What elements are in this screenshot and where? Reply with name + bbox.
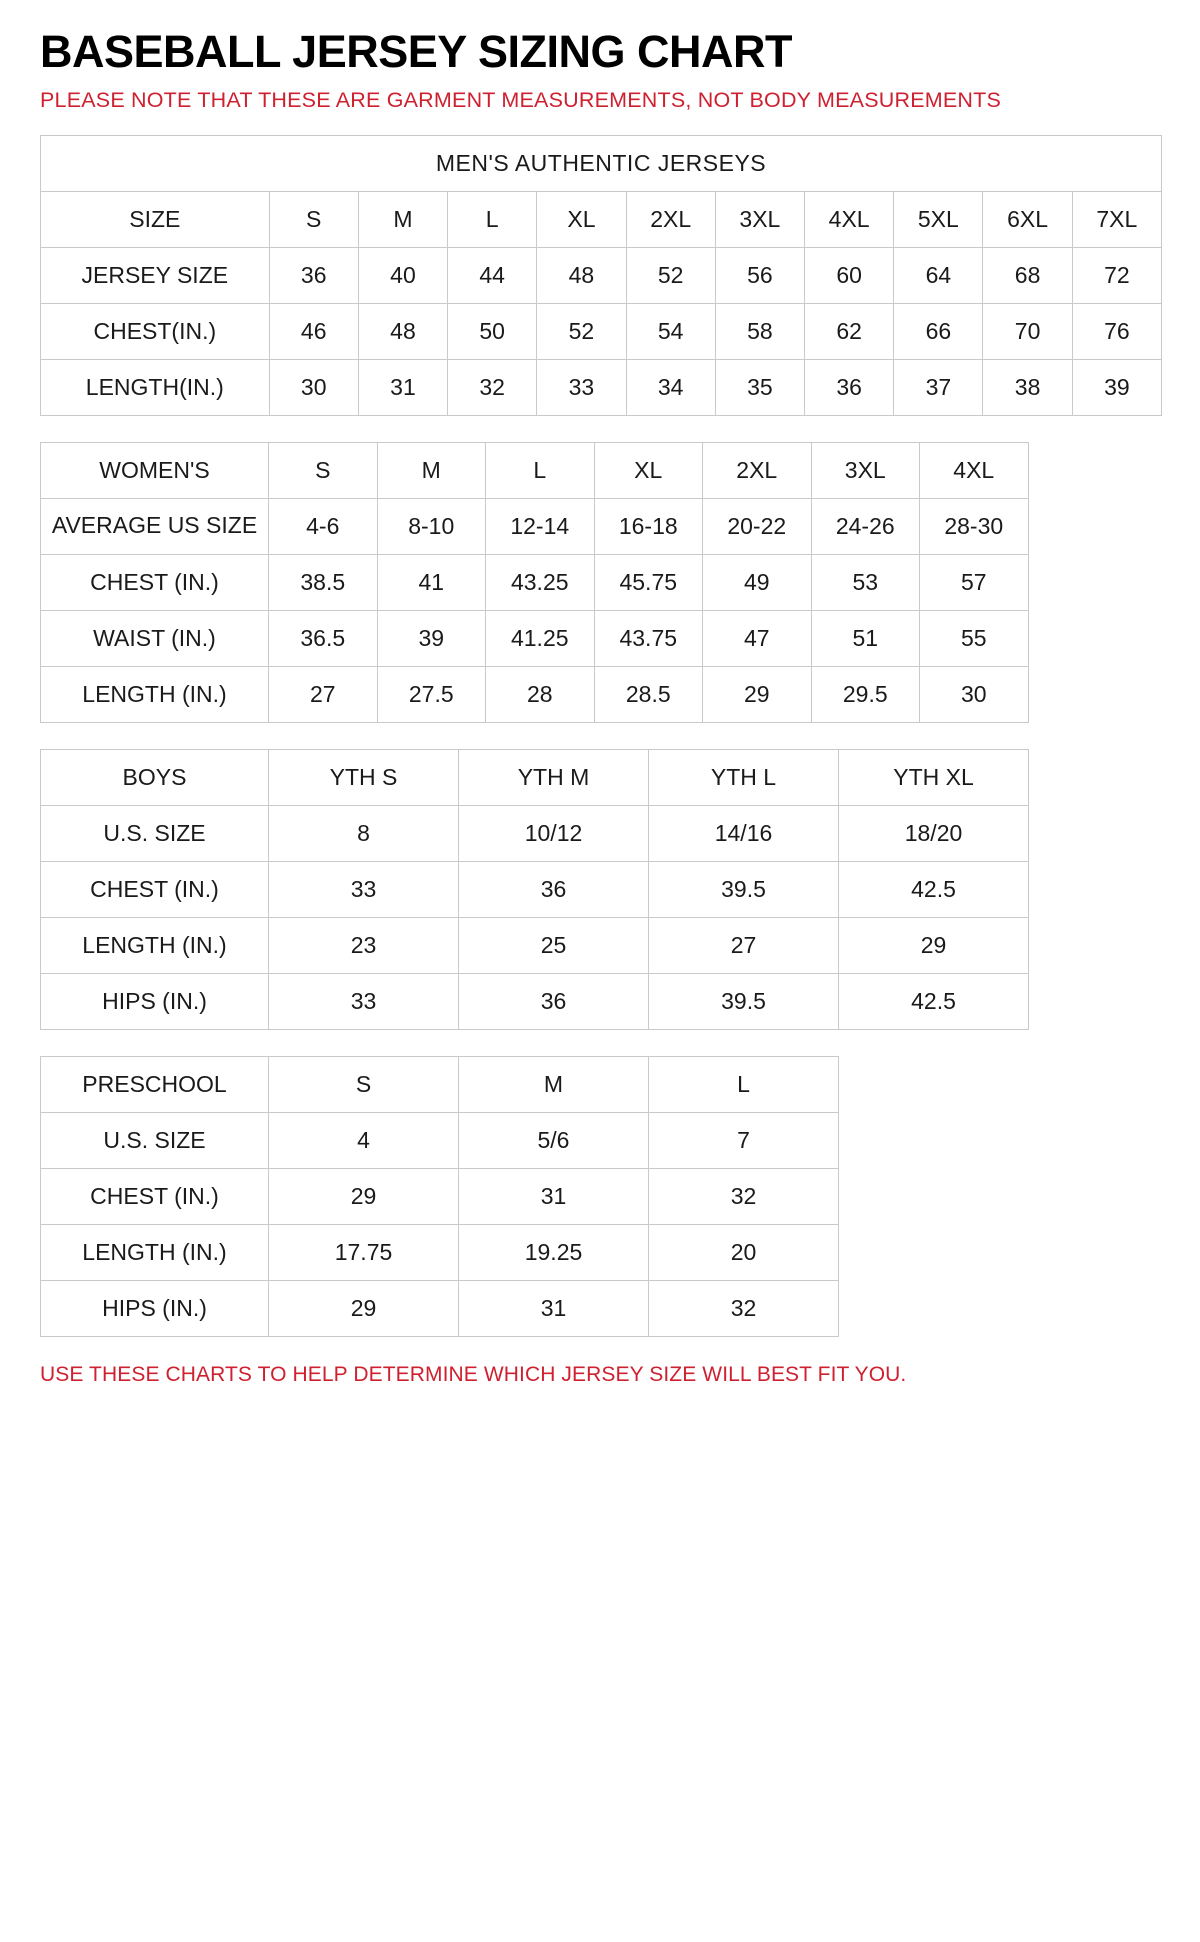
cell: 4 <box>269 1112 459 1168</box>
womens-size-l: L <box>486 442 595 498</box>
row-label: CHEST (IN.) <box>41 1168 269 1224</box>
cell: 44 <box>448 247 537 303</box>
table-row <box>41 610 1029 666</box>
row-label: LENGTH(IN.) <box>41 359 270 415</box>
cell: 29 <box>269 1280 459 1336</box>
preschool-table-label: PRESCHOOL <box>41 1056 269 1112</box>
womens-header-row <box>41 442 1029 498</box>
cell: 27 <box>269 666 378 722</box>
cell: 20 <box>649 1224 839 1280</box>
table-row <box>41 917 1029 973</box>
boys-size-yth-m: YTH M <box>459 749 649 805</box>
mens-size-s: S <box>269 191 358 247</box>
cell: 38.5 <box>269 554 378 610</box>
mens-size-2xl: 2XL <box>626 191 715 247</box>
womens-table-label: WOMEN'S <box>41 442 269 498</box>
cell: 30 <box>920 666 1029 722</box>
cell: 54 <box>626 303 715 359</box>
row-label: CHEST(IN.) <box>41 303 270 359</box>
cell: 76 <box>1072 303 1161 359</box>
cell: 28.5 <box>594 666 703 722</box>
table-row <box>41 973 1029 1029</box>
boys-size-yth-s: YTH S <box>269 749 459 805</box>
cell: 39.5 <box>649 973 839 1029</box>
cell: 29 <box>269 1168 459 1224</box>
cell: 8-10 <box>377 498 486 554</box>
cell: 7 <box>649 1112 839 1168</box>
cell: 66 <box>894 303 983 359</box>
row-label: LENGTH (IN.) <box>41 666 269 722</box>
row-label: CHEST (IN.) <box>41 554 269 610</box>
cell: 33 <box>269 861 459 917</box>
footer-note: USE THESE CHARTS TO HELP DETERMINE WHICH JERSEY SIZE WILL BEST FIT YOU. <box>40 1362 907 1386</box>
womens-size-xl: XL <box>594 442 703 498</box>
table-row <box>41 805 1029 861</box>
womens-sizing-table <box>40 442 1029 723</box>
mens-header-row <box>41 191 1162 247</box>
mens-size-xl: XL <box>537 191 626 247</box>
cell: 68 <box>983 247 1072 303</box>
cell: 33 <box>537 359 626 415</box>
cell: 31 <box>459 1168 649 1224</box>
cell: 12-14 <box>486 498 595 554</box>
cell: 8 <box>269 805 459 861</box>
cell: 14/16 <box>649 805 839 861</box>
cell: 45.75 <box>594 554 703 610</box>
cell: 32 <box>649 1168 839 1224</box>
preschool-header-row <box>41 1056 839 1112</box>
preschool-sizing-table <box>40 1056 839 1337</box>
cell: 38 <box>983 359 1072 415</box>
cell: 29.5 <box>811 666 920 722</box>
cell: 48 <box>358 303 447 359</box>
row-label: LENGTH (IN.) <box>41 1224 269 1280</box>
cell: 48 <box>537 247 626 303</box>
cell: 39.5 <box>649 861 839 917</box>
cell: 29 <box>839 917 1029 973</box>
mens-table-title-row <box>41 135 1162 191</box>
cell: 36 <box>459 861 649 917</box>
cell: 31 <box>459 1280 649 1336</box>
table-row <box>41 303 1162 359</box>
mens-size-4xl: 4XL <box>805 191 894 247</box>
cell: 72 <box>1072 247 1161 303</box>
cell: 43.25 <box>486 554 595 610</box>
table-row <box>41 1280 839 1336</box>
table-row <box>41 359 1162 415</box>
cell: 28-30 <box>920 498 1029 554</box>
row-label: LENGTH (IN.) <box>41 917 269 973</box>
mens-sizing-table <box>40 135 1162 416</box>
cell: 39 <box>377 610 486 666</box>
cell: 42.5 <box>839 861 1029 917</box>
mens-size-m: M <box>358 191 447 247</box>
womens-size-4xl: 4XL <box>920 442 1029 498</box>
cell: 46 <box>269 303 358 359</box>
table-row <box>41 554 1029 610</box>
boys-table-label: BOYS <box>41 749 269 805</box>
cell: 30 <box>269 359 358 415</box>
boys-sizing-table <box>40 749 1029 1030</box>
mens-size-5xl: 5XL <box>894 191 983 247</box>
cell: 27.5 <box>377 666 486 722</box>
boys-header-row <box>41 749 1029 805</box>
cell: 24-26 <box>811 498 920 554</box>
mens-size-label: SIZE <box>41 191 270 247</box>
cell: 43.75 <box>594 610 703 666</box>
cell: 53 <box>811 554 920 610</box>
cell: 4-6 <box>269 498 378 554</box>
cell: 41 <box>377 554 486 610</box>
cell: 28 <box>486 666 595 722</box>
cell: 25 <box>459 917 649 973</box>
cell: 52 <box>537 303 626 359</box>
table-row <box>41 1168 839 1224</box>
cell: 42.5 <box>839 973 1029 1029</box>
cell: 40 <box>358 247 447 303</box>
mens-table-title: MEN'S AUTHENTIC JERSEYS <box>41 135 1162 191</box>
table-row <box>41 498 1029 554</box>
cell: 41.25 <box>486 610 595 666</box>
boys-size-yth-l: YTH L <box>649 749 839 805</box>
cell: 60 <box>805 247 894 303</box>
cell: 47 <box>703 610 812 666</box>
cell: 56 <box>715 247 804 303</box>
cell: 58 <box>715 303 804 359</box>
cell: 18/20 <box>839 805 1029 861</box>
cell: 35 <box>715 359 804 415</box>
mens-size-l: L <box>448 191 537 247</box>
cell: 36.5 <box>269 610 378 666</box>
row-label: U.S. SIZE <box>41 1112 269 1168</box>
cell: 34 <box>626 359 715 415</box>
cell: 23 <box>269 917 459 973</box>
cell: 5/6 <box>459 1112 649 1168</box>
cell: 37 <box>894 359 983 415</box>
cell: 62 <box>805 303 894 359</box>
cell: 32 <box>448 359 537 415</box>
cell: 19.25 <box>459 1224 649 1280</box>
cell: 33 <box>269 973 459 1029</box>
cell: 27 <box>649 917 839 973</box>
preschool-size-s: S <box>269 1056 459 1112</box>
cell: 16-18 <box>594 498 703 554</box>
table-row <box>41 1224 839 1280</box>
page-title: BASEBALL JERSEY SIZING CHART <box>40 26 792 77</box>
cell: 64 <box>894 247 983 303</box>
row-label: JERSEY SIZE <box>41 247 270 303</box>
cell: 50 <box>448 303 537 359</box>
table-row <box>41 861 1029 917</box>
cell: 49 <box>703 554 812 610</box>
womens-size-2xl: 2XL <box>703 442 812 498</box>
cell: 36 <box>805 359 894 415</box>
mens-size-7xl: 7XL <box>1072 191 1161 247</box>
row-label: WAIST (IN.) <box>41 610 269 666</box>
preschool-size-m: M <box>459 1056 649 1112</box>
cell: 29 <box>703 666 812 722</box>
cell: 55 <box>920 610 1029 666</box>
preschool-size-l: L <box>649 1056 839 1112</box>
cell: 39 <box>1072 359 1161 415</box>
mens-size-3xl: 3XL <box>715 191 804 247</box>
cell: 36 <box>459 973 649 1029</box>
cell: 51 <box>811 610 920 666</box>
cell: 70 <box>983 303 1072 359</box>
cell: 32 <box>649 1280 839 1336</box>
boys-size-yth-xl: YTH XL <box>839 749 1029 805</box>
table-row <box>41 247 1162 303</box>
womens-size-s: S <box>269 442 378 498</box>
measurement-note: PLEASE NOTE THAT THESE ARE GARMENT MEASUREMENTS, NOT BODY MEASUREMENTS <box>40 88 1001 113</box>
cell: 36 <box>269 247 358 303</box>
table-row <box>41 1112 839 1168</box>
cell: 52 <box>626 247 715 303</box>
row-label: U.S. SIZE <box>41 805 269 861</box>
cell: 17.75 <box>269 1224 459 1280</box>
row-label: HIPS (IN.) <box>41 973 269 1029</box>
row-label: CHEST (IN.) <box>41 861 269 917</box>
row-label: HIPS (IN.) <box>41 1280 269 1336</box>
womens-size-3xl: 3XL <box>811 442 920 498</box>
table-row <box>41 666 1029 722</box>
row-label: AVERAGE US SIZE <box>41 498 269 554</box>
cell: 31 <box>358 359 447 415</box>
cell: 10/12 <box>459 805 649 861</box>
cell: 57 <box>920 554 1029 610</box>
cell: 20-22 <box>703 498 812 554</box>
womens-size-m: M <box>377 442 486 498</box>
mens-size-6xl: 6XL <box>983 191 1072 247</box>
